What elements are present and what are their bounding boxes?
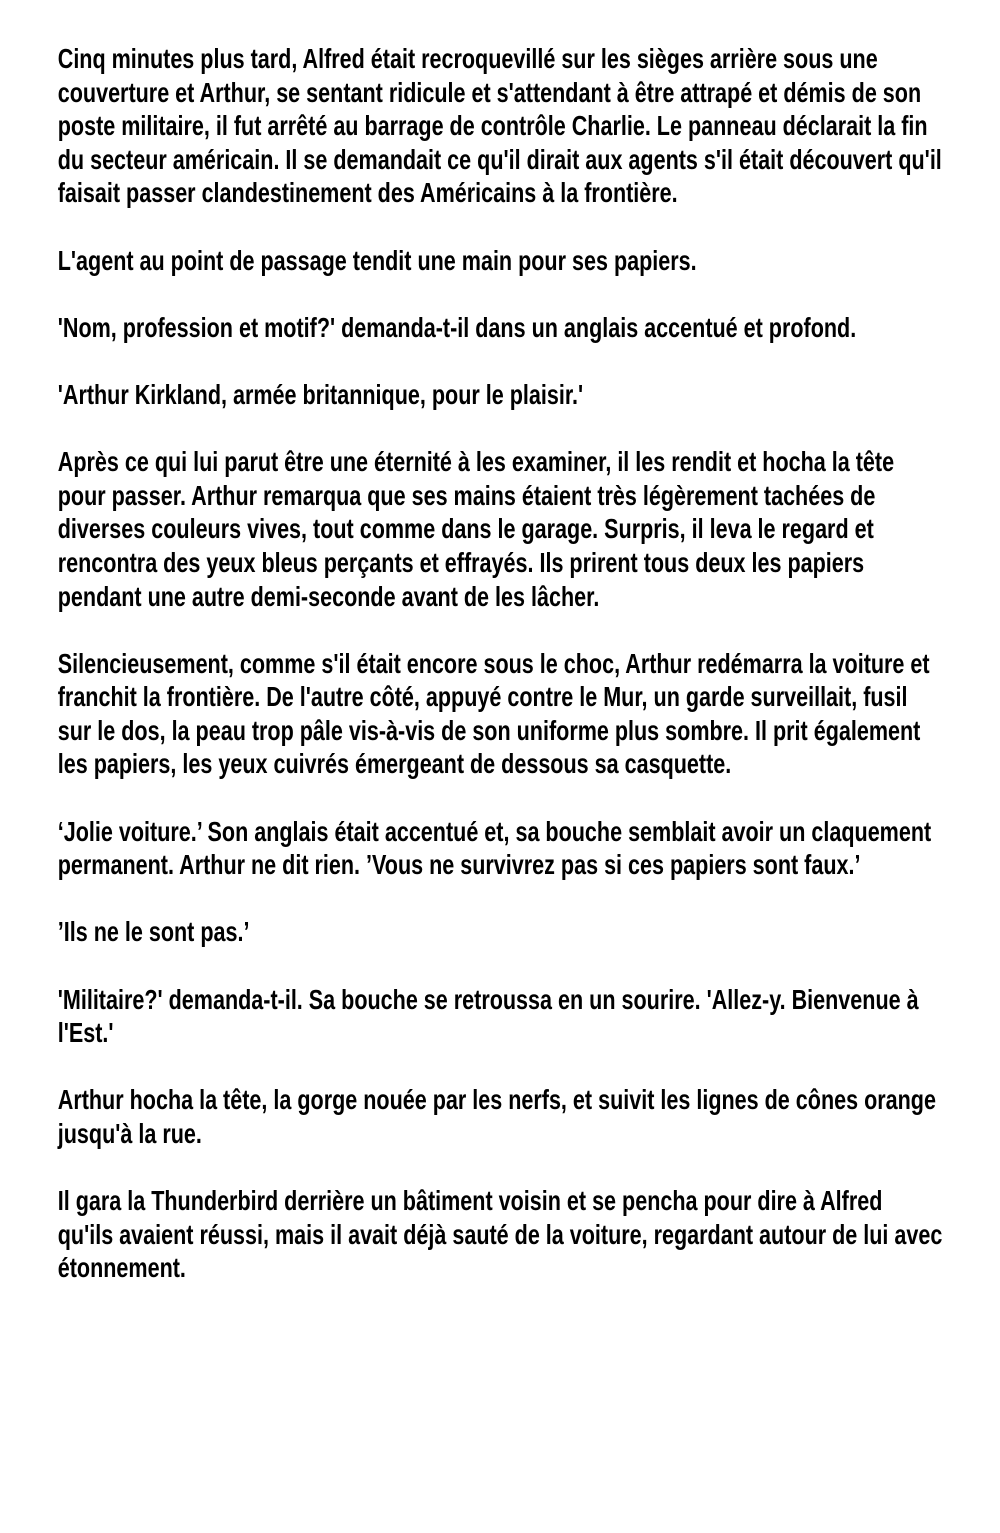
- paragraph: Cinq minutes plus tard, Alfred était recroquevillé sur les sièges arrière sous une couverture et Arthur, se sentant ridicule et s'attendant à être attrapé et démis de son poste militaire, il fut arrêté au barrage de contrôle Charlie. Le panneau déclarait la fin du secteur américain. Il se demandait ce qu'il dirait aux agents s'il était découvert qu'il faisait passer clandestinement des Américains à la frontière.: [57, 43, 942, 209]
- paragraph: ’Ils ne le sont pas.’: [57, 916, 250, 948]
- paragraph: 'Militaire?' demanda-t-il. Sa bouche se retroussa en un sourire. 'Allez-y. Bienvenue à l'Est.': [57, 983, 919, 1049]
- paragraph: Après ce qui lui parut être une éternité à les examiner, il les rendit et hocha la tête pour passer. Arthur remarqua que ses mains étaient très légèrement tachées de diverses couleurs vives, tout comme dans le garage. Surpris, il leva le regard et rencontra des yeux bleus perçants et effrayés. Ils prirent tous deux les papiers pendant une autre demi-seconde avant de les lâcher.: [57, 446, 895, 612]
- paragraph: 'Arthur Kirkland, armée britannique, pour le plaisir.': [57, 378, 584, 410]
- paragraph: ‘Jolie voiture.’ Son anglais était accentué et, sa bouche semblait avoir un claquement permanent. Arthur ne dit rien. ’Vous ne survivrez pas si ces papiers sont faux.’: [57, 815, 932, 881]
- paragraph: Arthur hocha la tête, la gorge nouée par les nerfs, et suivit les lignes de cônes orange jusqu'à la rue.: [57, 1084, 936, 1149]
- paragraph: L'agent au point de passage tendit une main pour ses papiers.: [57, 244, 697, 276]
- paragraph: Il gara la Thunderbird derrière un bâtiment voisin et se pencha pour dire à Alfred qu'ils avaient réussi, mais il avait déjà sauté de la voiture, regardant autour de lui avec étonnement.: [57, 1185, 943, 1284]
- paragraph: 'Nom, profession et motif?' demanda-t-il dans un anglais accentué et profond.: [57, 311, 857, 343]
- paragraph: Silencieusement, comme s'il était encore sous le choc, Arthur redémarra la voiture et franchit la frontière. De l'autre côté, appuyé contre le Mur, un garde surveillait, fusil sur le dos, la peau trop pâle vis-à-vis de son uniforme plus sombre. Il prit également les papiers, les yeux cuivrés émergeant de dessous sa casquette.: [57, 647, 930, 780]
